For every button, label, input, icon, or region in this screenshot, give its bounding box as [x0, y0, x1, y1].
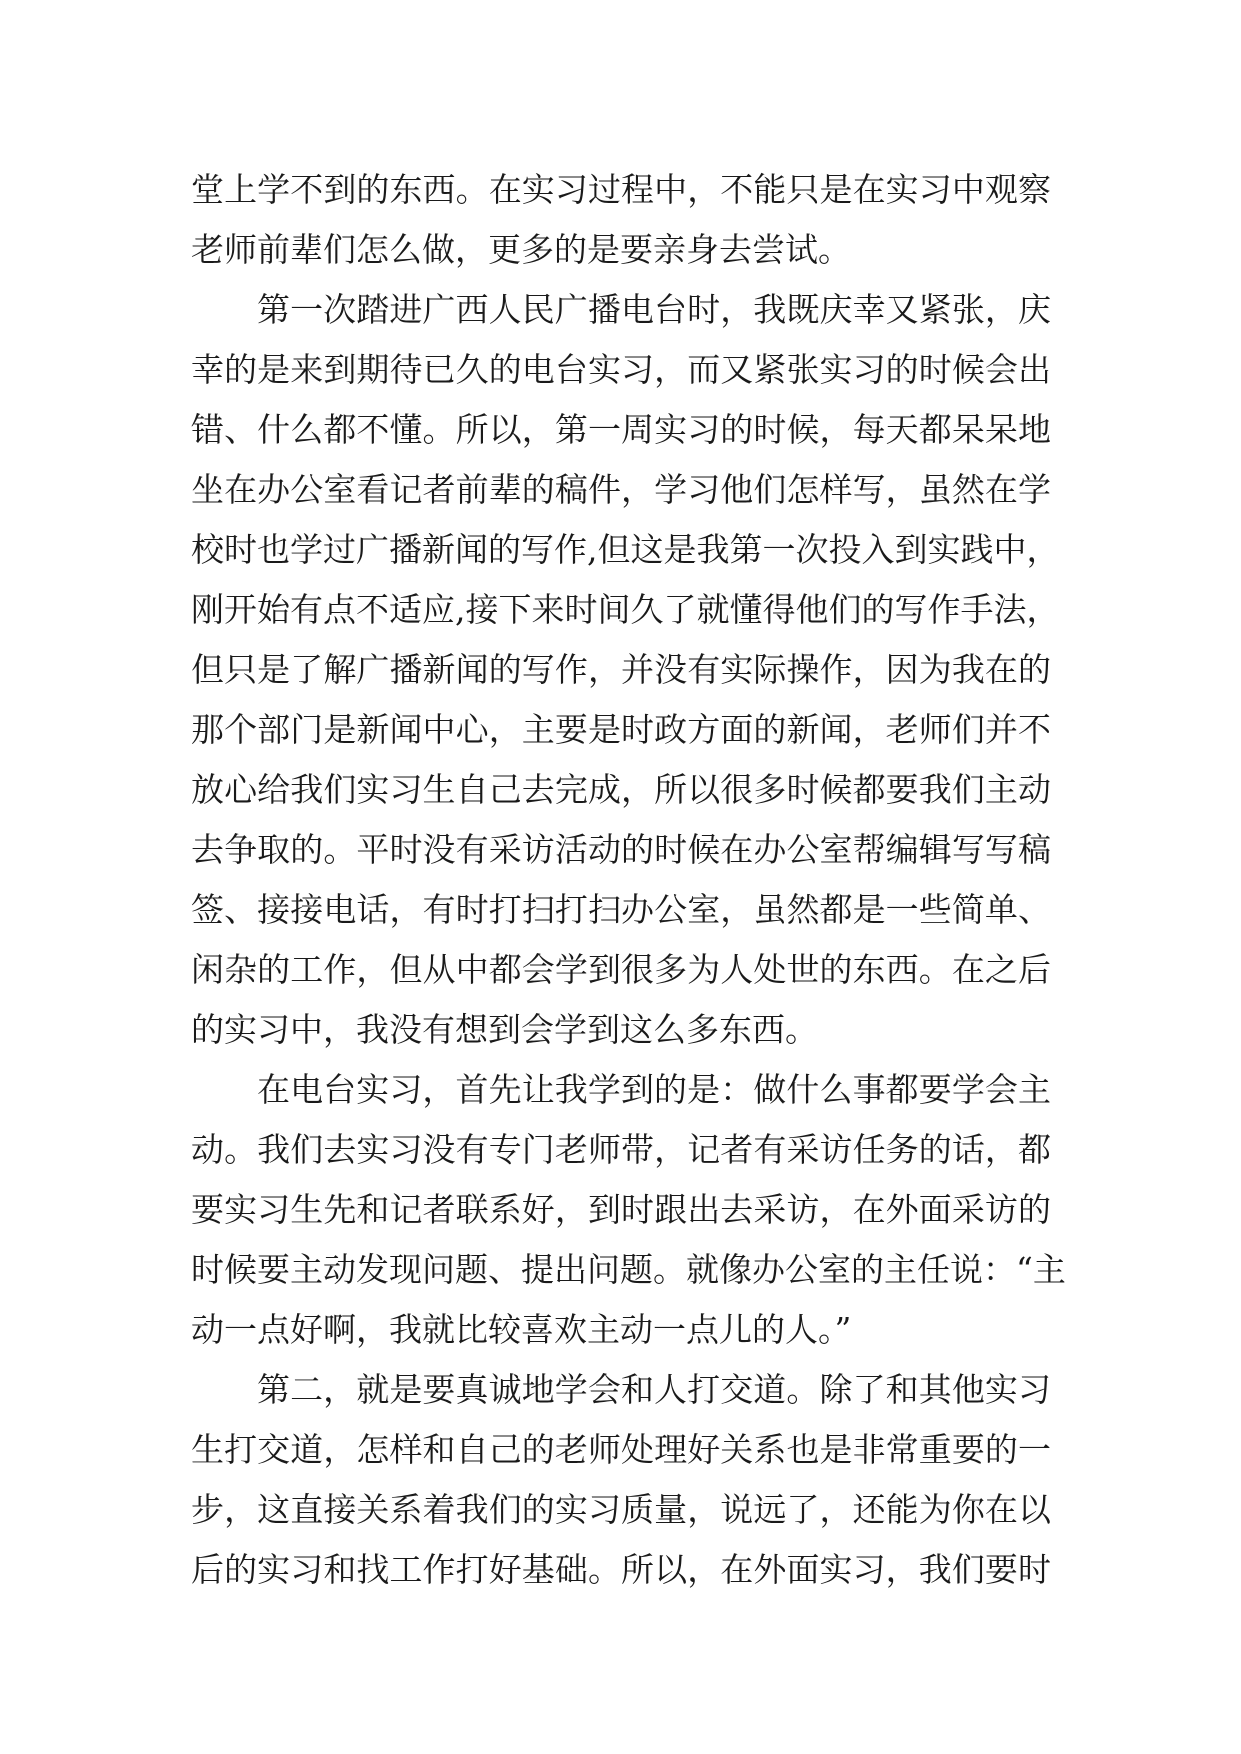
text-line: 闲杂的工作，但从中都会学到很多为人处世的东西。在之后 [191, 950, 1051, 989]
text-line: 后的实习和找工作打好基础。所以，在外面实习，我们要时 [191, 1550, 1051, 1589]
text-line: 签、接接电话，有时打扫打扫办公室，虽然都是一些简单、 [191, 890, 1051, 929]
text-line: 坐在办公室看记者前辈的稿件，学习他们怎样写，虽然在学 [191, 470, 1051, 509]
text-line: 那个部门是新闻中心，主要是时政方面的新闻，老师们并不 [191, 710, 1051, 749]
text-line: 幸的是来到期待已久的电台实习，而又紧张实习的时候会出 [191, 350, 1051, 389]
text-line: 校时也学过广播新闻的写作,但这是我第一次投入到实践中， [191, 530, 1060, 569]
text-line: 要实习生先和记者联系好，到时跟出去采访，在外面采访的 [191, 1190, 1051, 1229]
text-line: 但只是了解广播新闻的写作，并没有实际操作，因为我在的 [191, 650, 1051, 689]
text-line: 去争取的。平时没有采访活动的时候在办公室帮编辑写写稿 [191, 830, 1051, 869]
text-line: 刚开始有点不适应,接下来时间久了就懂得他们的写作手法， [191, 590, 1060, 629]
text-line: 堂上学不到的东西。在实习过程中，不能只是在实习中观察 [191, 170, 1051, 209]
text-line: 动。我们去实习没有专门老师带，记者有采访任务的话，都 [191, 1130, 1051, 1169]
paragraph-first-line: 第一次踏进广西人民广播电台时，我既庆幸又紧张，庆 [257, 290, 1051, 329]
text-line: 生打交道，怎样和自己的老师处理好关系也是非常重要的一 [191, 1430, 1051, 1469]
text-line: 错、什么都不懂。所以，第一周实习的时候，每天都呆呆地 [191, 410, 1051, 449]
paragraph-first-line: 在电台实习，首先让我学到的是：做什么事都要学会主 [257, 1070, 1051, 1109]
text-line: 老师前辈们怎么做，更多的是要亲身去尝试。 [191, 230, 851, 269]
text-line: 的实习中，我没有想到会学到这么多东西。 [191, 1010, 818, 1049]
text-line: 放心给我们实习生自己去完成，所以很多时候都要我们主动 [191, 770, 1051, 809]
text-line: 动一点好啊，我就比较喜欢主动一点儿的人。” [191, 1310, 852, 1349]
text-line: 步，这直接关系着我们的实习质量，说远了，还能为你在以 [191, 1490, 1051, 1529]
text-line: 时候要主动发现问题、提出问题。就像办公室的主任说：“主 [191, 1250, 1066, 1289]
paragraph-first-line: 第二，就是要真诚地学会和人打交道。除了和其他实习 [257, 1370, 1051, 1409]
body-text [191, 160, 1066, 1600]
